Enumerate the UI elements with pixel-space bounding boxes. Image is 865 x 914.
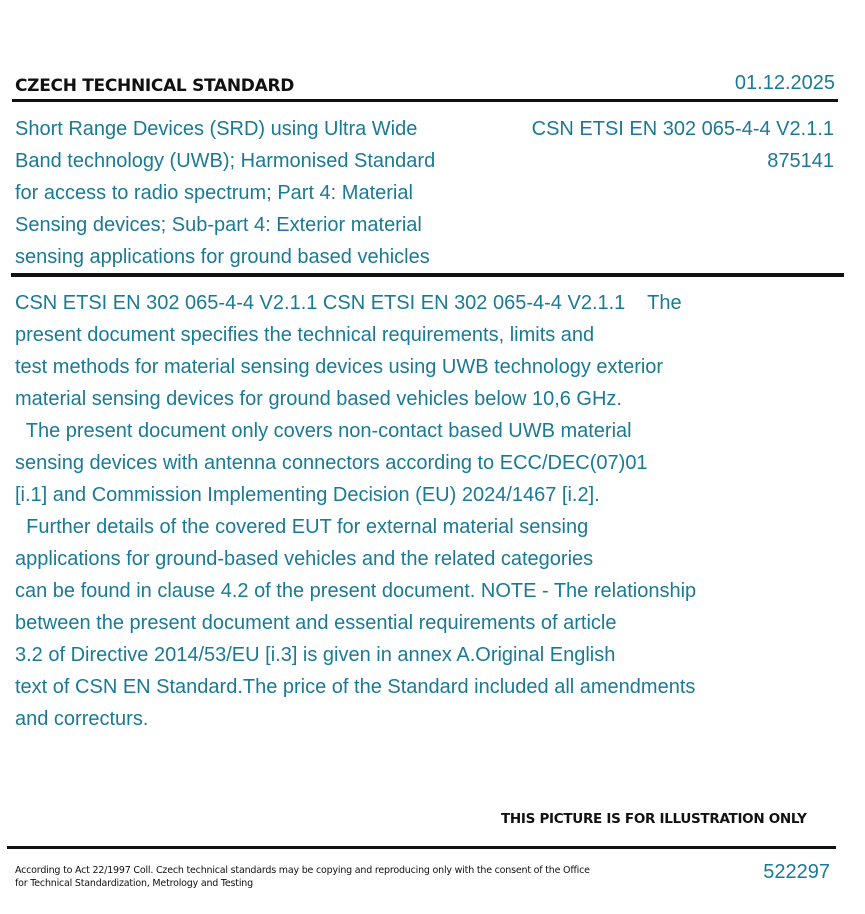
bottom-divider bbox=[7, 846, 836, 849]
top-divider bbox=[12, 99, 838, 102]
copyright-line: for Technical Standardization, Metrology and Testing bbox=[15, 878, 253, 889]
abstract-line: material sensing devices for ground based vehicles below 10,6 GHz. bbox=[15, 388, 622, 410]
abstract-line: 3.2 of Directive 2014/53/EU [i.3] is given in annex A.Original English bbox=[15, 644, 616, 666]
abstract-line: sensing devices with antenna connectors according to ECC/DEC(07)01 bbox=[15, 452, 648, 474]
title-line: Sensing devices; Sub-part 4: Exterior material bbox=[15, 214, 422, 236]
title-line: Short Range Devices (SRD) using Ultra Wide bbox=[15, 118, 418, 140]
abstract-line: [i.1] and Commission Implementing Decision (EU) 2024/1467 [i.2]. bbox=[15, 484, 600, 506]
middle-divider bbox=[11, 273, 844, 277]
title-line: for access to radio spectrum; Part 4: Material bbox=[15, 182, 413, 204]
document-number: 522297 bbox=[763, 861, 830, 883]
abstract-line: Further details of the covered EUT for external material sensing bbox=[15, 516, 589, 538]
abstract-line: between the present document and essential requirements of article bbox=[15, 612, 617, 634]
abstract-line: applications for ground-based vehicles and the related categories bbox=[15, 548, 594, 570]
abstract-line: and correcturs. bbox=[15, 708, 149, 730]
abstract-line: The present document only covers non-contact based UWB material bbox=[15, 420, 632, 442]
title-line: sensing applications for ground based vehicles bbox=[15, 246, 430, 268]
standard-identifier bbox=[532, 113, 834, 177]
abstract-line: text of CSN EN Standard.The price of the Standard included all amendments bbox=[15, 676, 696, 698]
copyright-notice bbox=[15, 864, 595, 890]
catalog-number: 875141 bbox=[767, 150, 834, 172]
standard-title bbox=[15, 113, 485, 273]
standard-abstract bbox=[15, 287, 775, 735]
copyright-line: According to Act 22/1997 Coll. Czech technical standards may be copying and reproducing only with the consent of the Office bbox=[15, 865, 590, 876]
illustration-disclaimer: THIS PICTURE IS FOR ILLUSTRATION ONLY bbox=[501, 811, 807, 827]
title-line: Band technology (UWB); Harmonised Standard bbox=[15, 150, 436, 172]
publication-date: 01.12.2025 bbox=[734, 72, 835, 94]
standard-code: CSN ETSI EN 302 065-4-4 V2.1.1 bbox=[531, 118, 834, 140]
abstract-line: present document specifies the technical requirements, limits and bbox=[15, 324, 595, 346]
abstract-line: can be found in clause 4.2 of the present document. NOTE - The relationship bbox=[15, 580, 697, 602]
abstract-line: test methods for material sensing devices using UWB technology exterior bbox=[15, 356, 664, 378]
abstract-line: CSN ETSI EN 302 065-4-4 V2.1.1 CSN ETSI EN 302 065-4-4 V2.1.1 The bbox=[15, 292, 682, 314]
document-type-heading: CZECH TECHNICAL STANDARD bbox=[15, 76, 295, 96]
